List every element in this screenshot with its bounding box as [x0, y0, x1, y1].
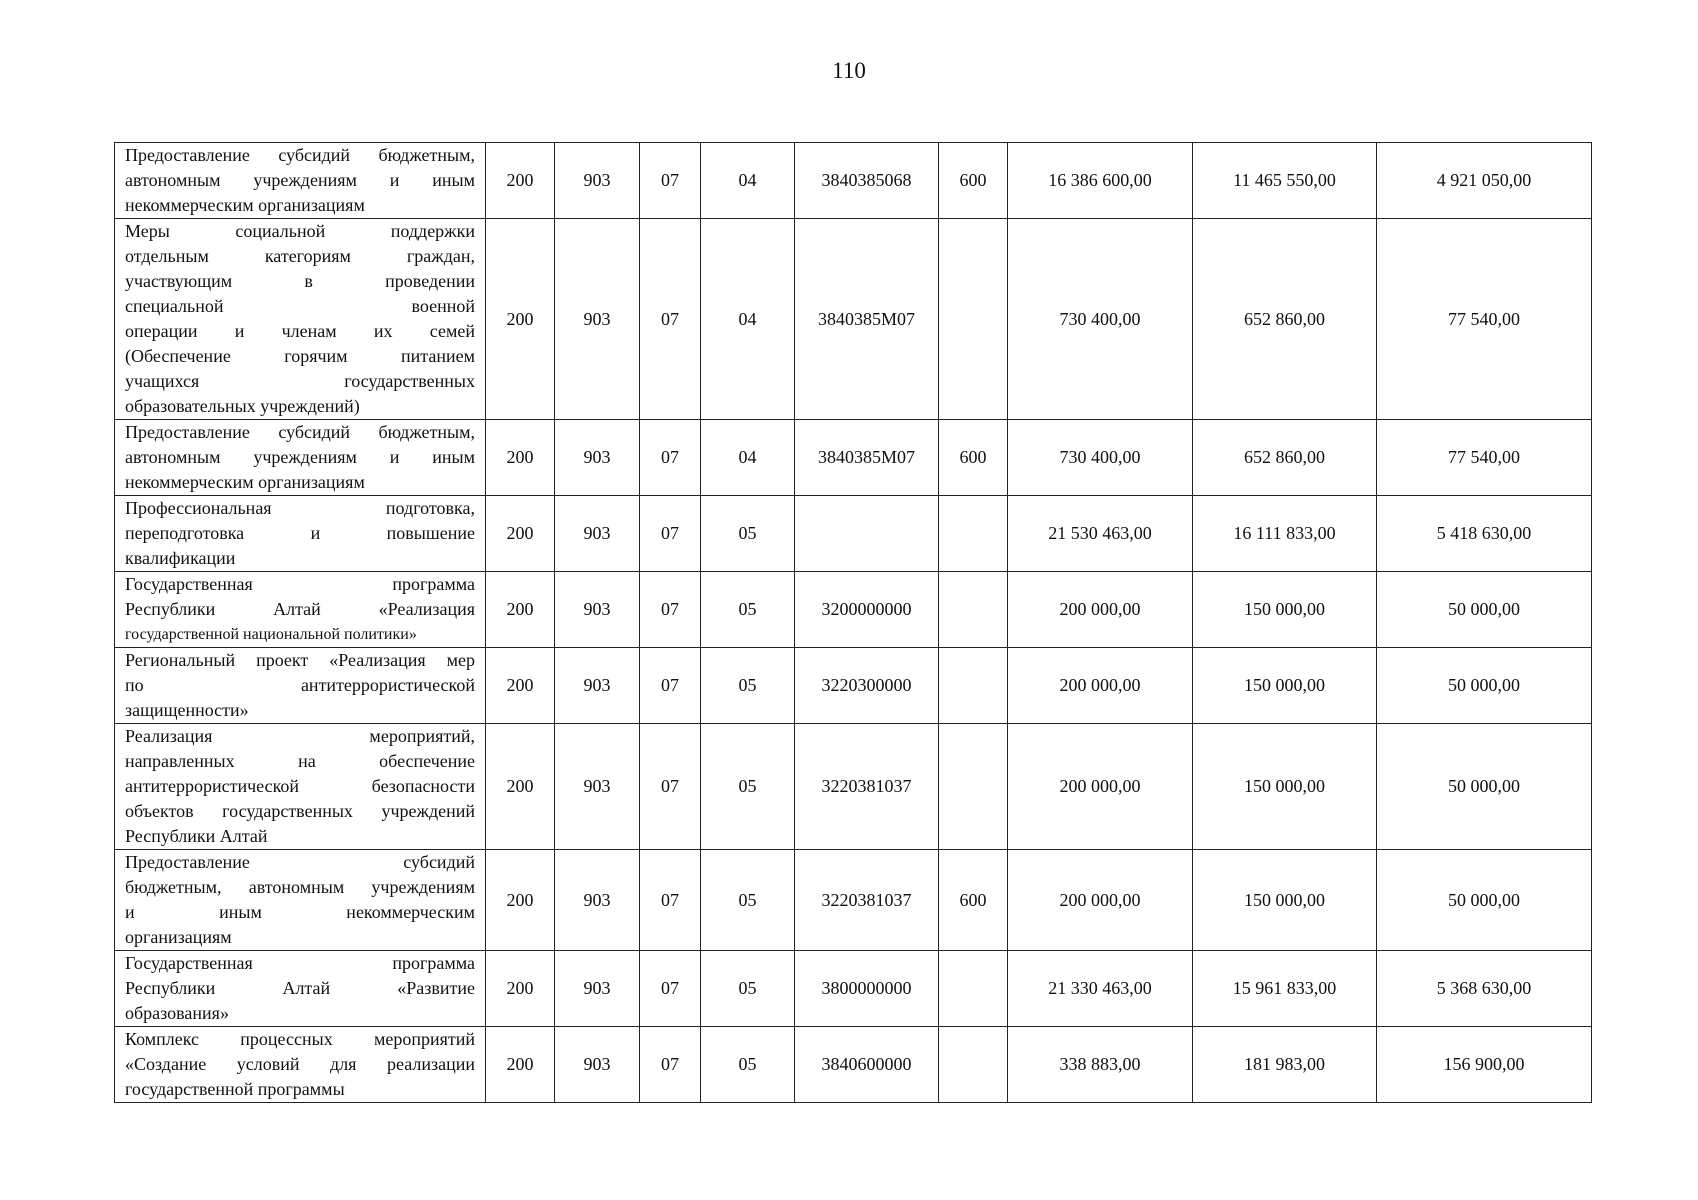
row-description: [115, 219, 486, 420]
table-body: [115, 143, 1592, 1103]
column-3-value: 07: [640, 1027, 701, 1103]
column-4-value: 05: [701, 572, 795, 648]
description-line: Предоставление субсидий: [125, 852, 475, 872]
description-line: отдельным категориям граждан,: [125, 246, 475, 266]
expense-type-code: 600: [939, 143, 1008, 219]
amount-federal: 652 860,00: [1193, 420, 1377, 496]
description-line: Предоставление субсидий бюджетным,: [125, 422, 475, 442]
amount-regional: 77 540,00: [1377, 420, 1592, 496]
column-1-value: 200: [486, 143, 555, 219]
column-3-value: 07: [640, 724, 701, 850]
column-2-value: 903: [555, 496, 640, 572]
column-2-value: 903: [555, 951, 640, 1027]
row-description: [115, 1027, 486, 1103]
amount-total: 200 000,00: [1008, 572, 1193, 648]
table-row: [115, 951, 1592, 1027]
amount-federal: 150 000,00: [1193, 724, 1377, 850]
column-3-value: 07: [640, 219, 701, 420]
column-1-value: 200: [486, 1027, 555, 1103]
expense-type-code: [939, 219, 1008, 420]
amount-regional: 4 921 050,00: [1377, 143, 1592, 219]
description-line: Государственная программа: [125, 574, 475, 594]
amount-federal: 181 983,00: [1193, 1027, 1377, 1103]
description-line: организациям: [125, 927, 232, 947]
description-line: «Создание условий для реализации: [125, 1054, 475, 1074]
row-description: [115, 496, 486, 572]
column-4-value: 05: [701, 1027, 795, 1103]
column-3-value: 07: [640, 420, 701, 496]
expense-type-code: [939, 496, 1008, 572]
column-1-value: 200: [486, 219, 555, 420]
amount-regional: 50 000,00: [1377, 572, 1592, 648]
column-3-value: 07: [640, 951, 701, 1027]
table-row: [115, 648, 1592, 724]
expense-type-code: [939, 1027, 1008, 1103]
description-line: Республики Алтай: [125, 826, 268, 846]
column-2-value: 903: [555, 1027, 640, 1103]
description-line: квалификации: [125, 548, 236, 568]
target-article-code: 3220381037: [795, 724, 939, 850]
amount-total: 200 000,00: [1008, 850, 1193, 951]
description-line: Республики Алтай «Реализация: [125, 599, 475, 619]
row-description: [115, 724, 486, 850]
amount-total: 730 400,00: [1008, 219, 1193, 420]
column-3-value: 07: [640, 143, 701, 219]
amount-federal: 11 465 550,00: [1193, 143, 1377, 219]
target-article-code: 3840600000: [795, 1027, 939, 1103]
description-line: Республики Алтай «Развитие: [125, 978, 475, 998]
amount-federal: 150 000,00: [1193, 572, 1377, 648]
row-description: [115, 420, 486, 496]
description-line: автономным учреждениям и иным: [125, 170, 475, 190]
amount-federal: 150 000,00: [1193, 648, 1377, 724]
description-line: Реализация мероприятий,: [125, 726, 475, 746]
amount-total: 200 000,00: [1008, 648, 1193, 724]
amount-total: 21 330 463,00: [1008, 951, 1193, 1027]
row-description: [115, 572, 486, 648]
target-article-code: 3800000000: [795, 951, 939, 1027]
amount-regional: 156 900,00: [1377, 1027, 1592, 1103]
target-article-code: 3840385068: [795, 143, 939, 219]
description-line: объектов государственных учреждений: [125, 801, 475, 821]
row-description: [115, 850, 486, 951]
column-4-value: 05: [701, 850, 795, 951]
target-article-code: 3200000000: [795, 572, 939, 648]
column-2-value: 903: [555, 648, 640, 724]
description-line: специальной военной: [125, 296, 475, 316]
column-3-value: 07: [640, 572, 701, 648]
column-2-value: 903: [555, 219, 640, 420]
description-line: участвующим в проведении: [125, 271, 475, 291]
table-row: [115, 496, 1592, 572]
description-line: Меры социальной поддержки: [125, 221, 475, 241]
description-line: Комплекс процессных мероприятий: [125, 1029, 475, 1049]
description-line: (Обеспечение горячим питанием: [125, 346, 475, 366]
description-line: автономным учреждениям и иным: [125, 447, 475, 467]
target-article-code: 3840385М07: [795, 219, 939, 420]
description-line: образования»: [125, 1003, 229, 1023]
description-line: образовательных учреждений): [125, 396, 360, 416]
amount-regional: 50 000,00: [1377, 648, 1592, 724]
table-row: [115, 724, 1592, 850]
amount-federal: 150 000,00: [1193, 850, 1377, 951]
table-row: [115, 850, 1592, 951]
target-article-code: 3220300000: [795, 648, 939, 724]
column-1-value: 200: [486, 496, 555, 572]
description-line: Предоставление субсидий бюджетным,: [125, 145, 475, 165]
description-line: направленных на обеспечение: [125, 751, 475, 771]
table-row: [115, 219, 1592, 420]
row-description: [115, 648, 486, 724]
table-row: [115, 420, 1592, 496]
description-line: учащихся государственных: [125, 371, 475, 391]
column-2-value: 903: [555, 724, 640, 850]
amount-total: 338 883,00: [1008, 1027, 1193, 1103]
expense-type-code: 600: [939, 850, 1008, 951]
description-line: переподготовка и повышение: [125, 523, 475, 543]
description-line: Региональный проект «Реализация мер: [125, 650, 475, 670]
amount-total: 16 386 600,00: [1008, 143, 1193, 219]
expense-type-code: [939, 951, 1008, 1027]
column-3-value: 07: [640, 496, 701, 572]
amount-total: 21 530 463,00: [1008, 496, 1193, 572]
column-4-value: 05: [701, 951, 795, 1027]
amount-total: 730 400,00: [1008, 420, 1193, 496]
column-4-value: 04: [701, 143, 795, 219]
column-1-value: 200: [486, 572, 555, 648]
column-2-value: 903: [555, 850, 640, 951]
description-line: антитеррористической безопасности: [125, 776, 475, 796]
page-number: 110: [832, 58, 866, 83]
expense-type-code: [939, 572, 1008, 648]
description-line: некоммерческим организациям: [125, 472, 365, 492]
target-article-code: 3840385М07: [795, 420, 939, 496]
column-4-value: 05: [701, 648, 795, 724]
description-line: защищенности»: [125, 700, 249, 720]
description-line: операции и членам их семей: [125, 321, 475, 341]
amount-federal: 16 111 833,00: [1193, 496, 1377, 572]
table-row: [115, 1027, 1592, 1103]
table-row: [115, 143, 1592, 219]
amount-regional: 50 000,00: [1377, 850, 1592, 951]
amount-regional: 5 418 630,00: [1377, 496, 1592, 572]
description-line: бюджетным, автономным учреждениям: [125, 877, 475, 897]
expense-type-code: [939, 724, 1008, 850]
target-article-code: [795, 496, 939, 572]
expense-type-code: [939, 648, 1008, 724]
amount-federal: 652 860,00: [1193, 219, 1377, 420]
amount-total: 200 000,00: [1008, 724, 1193, 850]
column-4-value: 05: [701, 724, 795, 850]
description-line: Профессиональная подготовка,: [125, 498, 475, 518]
description-line: государственной национальной политики»: [125, 626, 417, 643]
column-4-value: 04: [701, 420, 795, 496]
budget-table: [114, 142, 1592, 1103]
description-line: и иным некоммерческим: [125, 902, 475, 922]
expense-type-code: 600: [939, 420, 1008, 496]
column-2-value: 903: [555, 572, 640, 648]
description-line: по антитеррористической: [125, 675, 475, 695]
table-row: [115, 572, 1592, 648]
column-1-value: 200: [486, 648, 555, 724]
amount-federal: 15 961 833,00: [1193, 951, 1377, 1027]
column-2-value: 903: [555, 143, 640, 219]
amount-regional: 50 000,00: [1377, 724, 1592, 850]
description-line: некоммерческим организациям: [125, 195, 365, 215]
column-2-value: 903: [555, 420, 640, 496]
column-4-value: 04: [701, 219, 795, 420]
description-line: Государственная программа: [125, 953, 475, 973]
column-1-value: 200: [486, 951, 555, 1027]
column-1-value: 200: [486, 724, 555, 850]
description-line: государственной программы: [125, 1079, 345, 1099]
amount-regional: 77 540,00: [1377, 219, 1592, 420]
row-description: [115, 143, 486, 219]
column-4-value: 05: [701, 496, 795, 572]
target-article-code: 3220381037: [795, 850, 939, 951]
column-1-value: 200: [486, 850, 555, 951]
column-3-value: 07: [640, 648, 701, 724]
column-3-value: 07: [640, 850, 701, 951]
amount-regional: 5 368 630,00: [1377, 951, 1592, 1027]
row-description: [115, 951, 486, 1027]
column-1-value: 200: [486, 420, 555, 496]
